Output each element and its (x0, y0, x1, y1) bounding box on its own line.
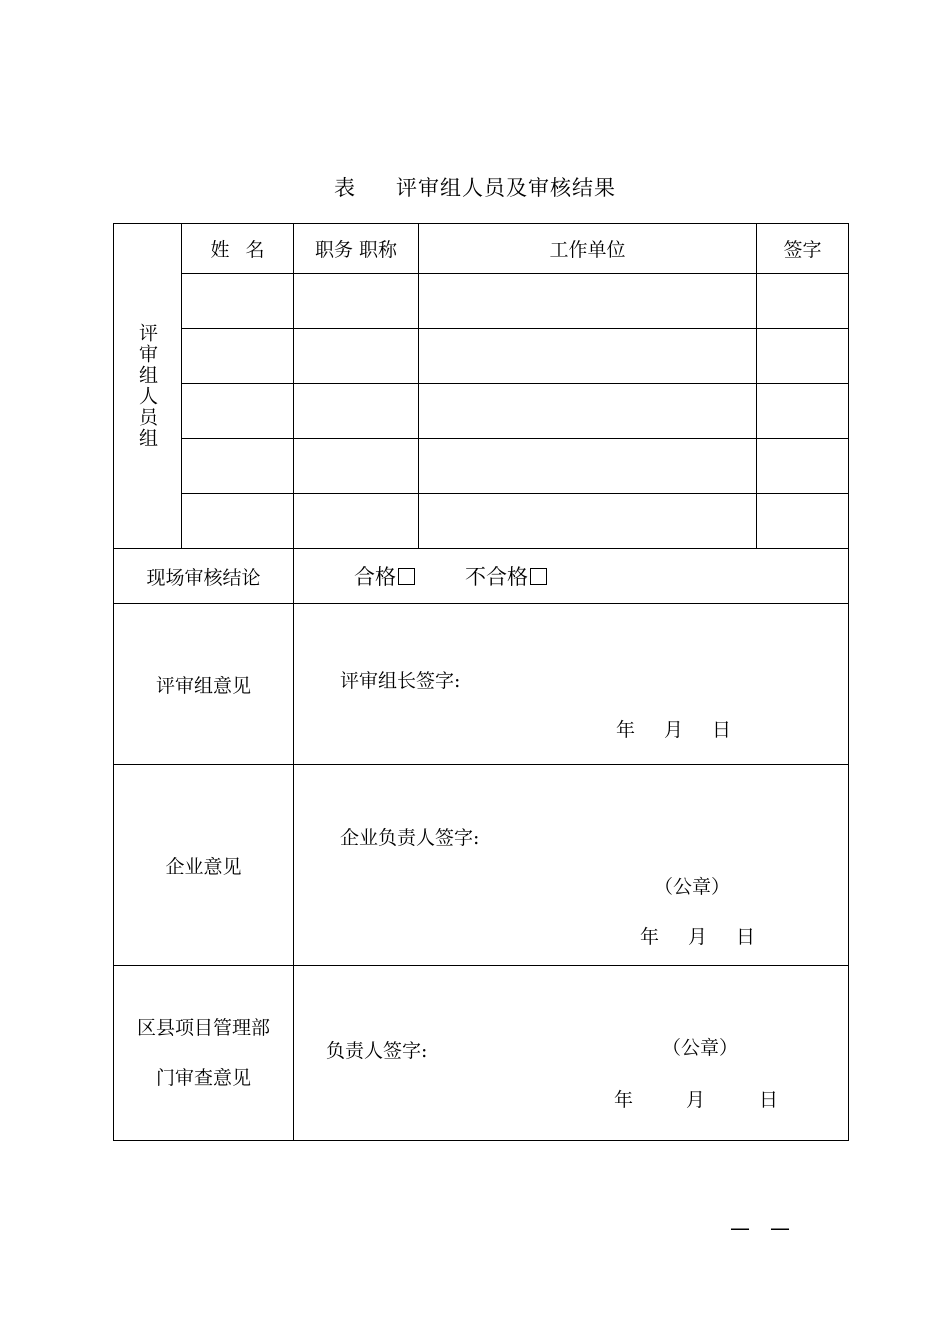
district-seal-label: （公章） (662, 1037, 739, 1059)
title-prefix: 表 (334, 176, 356, 200)
reviewer-unit-cell[interactable] (419, 439, 757, 494)
reviewer-row (114, 439, 849, 494)
review-team-leader-signature-label: 评审组长签字: (340, 670, 461, 692)
review-team-opinion-label: 评审组意见 (114, 604, 294, 765)
enterprise-date-day: 日 (736, 926, 756, 948)
review-date-month: 月 (664, 719, 684, 741)
reviewer-section-label: 评审组人员组 (136, 323, 158, 449)
district-head-signature-label: 负责人签字: (326, 1040, 428, 1062)
reviewer-header-row (114, 224, 849, 274)
review-date-day: 日 (712, 719, 732, 741)
page-title (0, 172, 950, 202)
reviewer-name-cell[interactable] (182, 274, 294, 329)
enterprise-date-year: 年 (640, 926, 660, 948)
review-form-table (113, 223, 849, 1141)
district-opinion-content[interactable] (294, 966, 849, 1141)
district-opinion-label-line1: 区县项目管理部 (136, 1017, 270, 1039)
enterprise-date-month: 月 (688, 926, 708, 948)
header-unit: 工作单位 (419, 224, 757, 274)
enterprise-opinion-content[interactable] (294, 765, 849, 966)
onsite-conclusion-label: 现场审核结论 (114, 549, 294, 604)
reviewer-section-label-cell (114, 224, 182, 549)
reviewer-name-cell[interactable] (182, 329, 294, 384)
reviewer-position-cell[interactable] (294, 329, 419, 384)
review-team-opinion-row (114, 604, 849, 765)
reviewer-name-cell[interactable] (182, 494, 294, 549)
enterprise-opinion-label: 企业意见 (114, 765, 294, 966)
review-date-year: 年 (616, 719, 636, 741)
enterprise-head-signature-label: 企业负责人签字: (340, 827, 480, 849)
reviewer-unit-cell[interactable] (419, 274, 757, 329)
fail-option[interactable] (465, 565, 547, 589)
reviewer-signature-cell[interactable] (757, 439, 849, 494)
reviewer-signature-cell[interactable] (757, 494, 849, 549)
district-date-day: 日 (759, 1089, 779, 1111)
pass-option[interactable] (354, 565, 415, 589)
header-name: 姓名 (182, 224, 294, 274)
header-signature: 签字 (757, 224, 849, 274)
reviewer-name-cell[interactable] (182, 384, 294, 439)
reviewer-row (114, 494, 849, 549)
district-opinion-label (114, 966, 294, 1141)
page-number-marks: — — (730, 1216, 790, 1240)
fail-label: 不合格 (465, 565, 528, 589)
district-opinion-row (114, 966, 849, 1141)
fail-checkbox-icon[interactable] (530, 568, 547, 585)
pass-label: 合格 (354, 565, 396, 589)
reviewer-unit-cell[interactable] (419, 329, 757, 384)
title-main: 评审组人员及审核结果 (396, 176, 616, 200)
header-position: 职务 职称 (294, 224, 419, 274)
reviewer-signature-cell[interactable] (757, 274, 849, 329)
reviewer-unit-cell[interactable] (419, 384, 757, 439)
reviewer-row (114, 274, 849, 329)
reviewer-name-cell[interactable] (182, 439, 294, 494)
enterprise-opinion-row (114, 765, 849, 966)
reviewer-row (114, 329, 849, 384)
district-opinion-label-line2: 门审查意见 (155, 1067, 251, 1089)
reviewer-position-cell[interactable] (294, 274, 419, 329)
reviewer-signature-cell[interactable] (757, 329, 849, 384)
enterprise-seal-label: （公章） (654, 876, 731, 898)
reviewer-position-cell[interactable] (294, 384, 419, 439)
onsite-conclusion-options (294, 549, 849, 604)
reviewer-row (114, 384, 849, 439)
reviewer-unit-cell[interactable] (419, 494, 757, 549)
review-team-opinion-content[interactable] (294, 604, 849, 765)
reviewer-signature-cell[interactable] (757, 384, 849, 439)
reviewer-position-cell[interactable] (294, 439, 419, 494)
pass-checkbox-icon[interactable] (398, 568, 415, 585)
reviewer-position-cell[interactable] (294, 494, 419, 549)
district-date-year: 年 (614, 1089, 634, 1111)
onsite-conclusion-row (114, 549, 849, 604)
district-date-month: 月 (686, 1089, 706, 1111)
